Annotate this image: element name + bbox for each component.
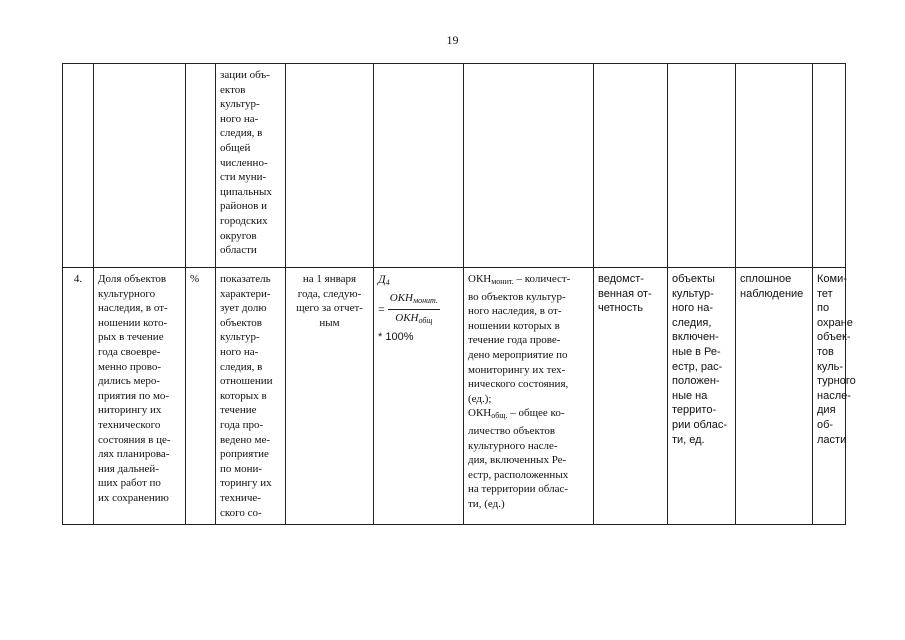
indicators-table: [62, 63, 856, 525]
formula-denominator-symbol: ОКН: [395, 312, 419, 325]
formula-numerator: [388, 291, 440, 311]
cell-source: [594, 268, 668, 525]
cell-responsible-empty: [813, 64, 846, 268]
cell-period-empty: [286, 64, 374, 268]
cell-object: [668, 268, 736, 525]
cell-method: [736, 268, 813, 525]
var2-index: общ.: [491, 411, 508, 421]
cell-formula: [374, 268, 464, 525]
cell-responsible: [813, 268, 856, 525]
formula-multiplier: * 100%: [378, 330, 414, 343]
indicator-definition: показатель характери- зует долю объектов культур- ного на- следия, в отношении которых в течение года про- ведено ме- роприятие по мони- торингу их техниче- ского со-: [220, 273, 273, 519]
cell-unit-empty: [186, 64, 216, 268]
data-source: ведомст- венная от- четность: [598, 273, 652, 315]
page-number: 19: [446, 33, 459, 47]
formula-denominator: [395, 310, 432, 329]
table-row-4: [63, 268, 846, 525]
cell-number-empty: [63, 64, 94, 268]
formula-fraction-line: [378, 291, 459, 329]
formula-lhs-symbol: Д: [378, 272, 386, 286]
cell-object-empty: [668, 64, 736, 268]
period-text: на 1 января года, следую- щего за отчет- ным: [296, 273, 363, 329]
cell-variables: [464, 268, 594, 525]
responsible-body: Коми- тет по охране объек- тов куль- турного насле- дия об- ласти: [817, 273, 856, 446]
cell-source-empty: [594, 64, 668, 268]
cell-formula-empty: [374, 64, 464, 268]
var2-description: – общее ко- личество объектов культурного насле- дия, включенных Ре- естр, расположенных на территории облас- ти, (ед.): [468, 407, 569, 510]
var2-symbol: ОКН: [468, 407, 492, 420]
formula-lhs-index: 4: [385, 278, 390, 287]
table-row-continuation: [63, 64, 846, 268]
cell-variables-empty: [464, 64, 594, 268]
cell-name-empty: [94, 64, 186, 268]
observation-method: сплошное наблюдение: [740, 273, 804, 300]
cell-unit: [186, 268, 216, 525]
cell-name: [94, 268, 186, 525]
var1-symbol: ОКН: [468, 273, 492, 285]
observation-object: объекты культур- ного на- следия, включен- ные в Ре- естр, рас- положен- ные на террито- рии облас- ти, ед.: [672, 273, 728, 446]
formula-equals: =: [378, 302, 385, 317]
cell-definition-continuation: [216, 64, 286, 268]
cell-definition: [216, 268, 286, 525]
cell-method-empty: [736, 64, 813, 268]
var1-index: монит.: [491, 277, 514, 286]
formula: [378, 272, 459, 344]
formula-denominator-index: общ: [418, 316, 433, 326]
indicator-name: Доля объектов культурного наследия, в от- ношении кото- рых в течение года своевре- менно прово- дились меро- приятия по мо- ниторингу их технического состояния в це- лях планирова- ния дальней- ших работ по их сохранению: [98, 273, 171, 504]
cell-period: [286, 268, 374, 525]
definition-continuation-text: зации объ- ектов культур- ного на- следия, в общей численно- сти муни- ципальных районов и городских округов области: [220, 69, 272, 257]
formula-lhs: [378, 272, 459, 291]
variables-text: [468, 272, 589, 512]
cell-number: [63, 268, 94, 525]
row-number: 4.: [73, 273, 83, 285]
unit-label: %: [190, 273, 200, 285]
formula-fraction: [388, 291, 440, 329]
formula-numerator-symbol: ОКН: [389, 291, 413, 304]
formula-numerator-index: монит.: [412, 295, 438, 305]
var1-description: – количест- во объектов культур- ного наследия, в от- ношении которых в течение года прове- дено мероприятие по мониторингу их тех- нического состояния, (ед.);: [468, 273, 571, 405]
